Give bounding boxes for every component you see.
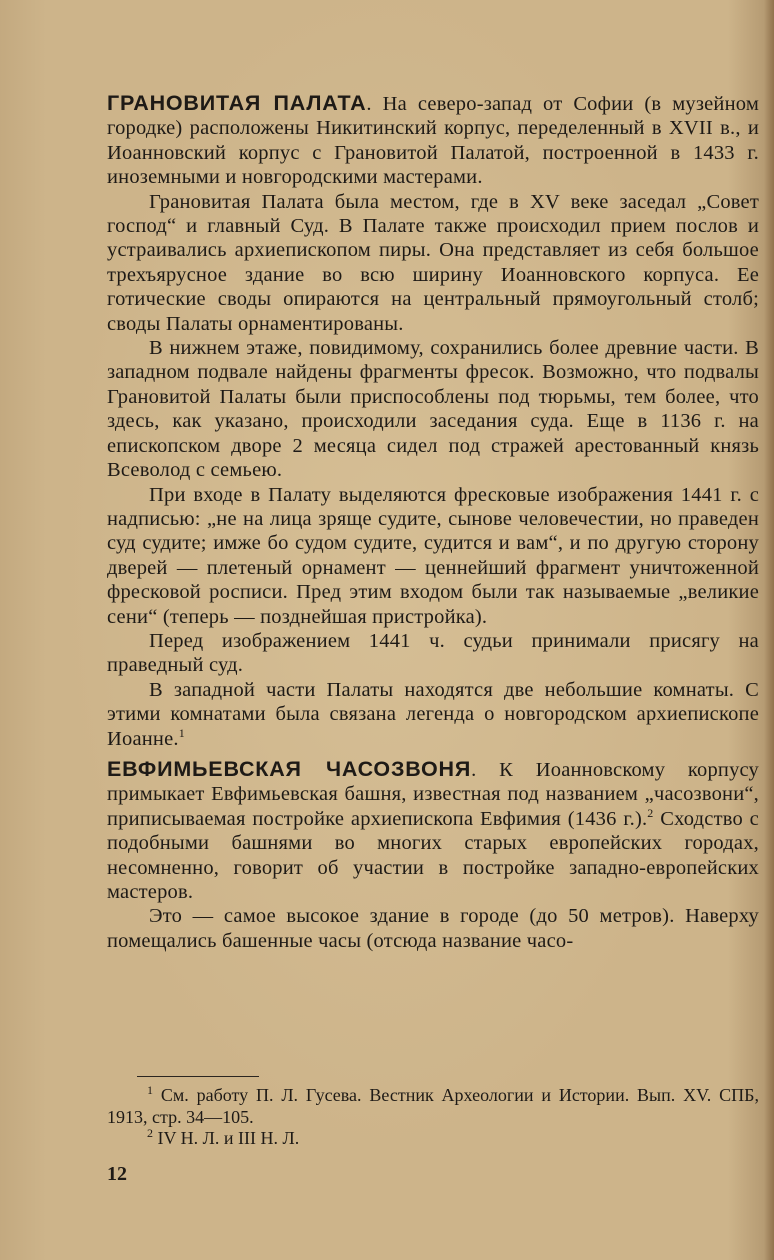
- page-edge-shadow: [764, 0, 774, 1260]
- paragraph-6: [107, 678, 759, 751]
- paragraph-5: Перед изображением 1441 ч. судьи принимали присягу на праведный суд.: [107, 629, 759, 677]
- section-heading-granovitaya: ГРАНОВИТАЯ ПАЛАТА: [107, 91, 367, 115]
- footnotes: [107, 1076, 759, 1150]
- footnote-2: [107, 1128, 759, 1150]
- footnote-ref-1: 1: [178, 725, 185, 740]
- page-number: 12: [107, 1163, 127, 1185]
- paragraph-4: При входе в Палату выделяются фресковые изображения 1441 г. с надписью: „не на лица зряще судите, сынове человечестии, но праведен суд судите; имже бо судом судите, судится и вам“, и по другую сторону дверей — плетеный орнамент — ценнейший фрагмент уничтоженной фресковой росписи. Пред этим входом были так называемые „великие сени“ (теперь — позднейшая пристройка).: [107, 483, 759, 628]
- footnote-2-mark: 2: [147, 1126, 153, 1140]
- footnote-1-mark: 1: [147, 1083, 153, 1097]
- paragraph-1: [107, 91, 759, 190]
- paragraph-8: Это — самое высокое здание в городе (до 50 метров). Наверху помещались башенные часы (отсюда название часо-: [107, 905, 759, 952]
- footnote-divider: [137, 1076, 259, 1077]
- paragraph-7-text-a: . К Иоанновскому корпусу примыкает Евфимьевская башня, известная под названием „часозвони“, приписываемая постройке архиепископа Евфимия (1436 г.).: [107, 758, 759, 830]
- paragraph-1-text: . На северо-запад от Софии (в музейном городке) расположены Никитинский корпус, переделенный в XVII в., и Иоанновский корпус с Грановитой Палатой, построенной в 1433 г. иноземными и новгородскими мастерами.: [107, 93, 759, 189]
- paragraph-7-text-b: Сходство с подобными башнями во многих старых европейских городах, несомненно, говорит об участии в постройке западно-европейских мастеров.: [107, 807, 759, 903]
- footnote-1: [107, 1085, 759, 1128]
- footnote-ref-2: 2: [647, 805, 654, 820]
- paragraph-3: В нижнем этаже, повидимому, сохранились более древние части. В западном подвале найдены фрагменты фресок. Возможно, что подвалы Грановитой Палаты были приспособлены под тюрьмы, тем более, что здесь, как указано, происходили заседания суда. Еще в 1136 г. на епископском дворе 2 месяца сидел под стражей арестованный князь Всеволод с семьею.: [107, 337, 759, 482]
- main-text: [107, 91, 759, 953]
- footnote-1-text: См. работу П. Л. Гусева. Вестник Археологии и Истории. Вып. XV. СПБ, 1913, стр. 34—105.: [107, 1085, 759, 1127]
- paragraph-7: [107, 757, 759, 904]
- paragraph-2: Грановитая Палата была местом, где в XV веке заседал „Совет господ“ и главный Суд. В Палате также происходил прием послов и устраивались архиепископом пиры. Она представляет из себя большое трехъярусное здание во всю ширину Иоанновского корпуса. Ее готические своды опираются на центральный прямоугольный столб; своды Палаты орнаментированы.: [107, 190, 759, 335]
- paragraph-6-text: В западной части Палаты находятся две небольшие комнаты. С этими комнатами была связана легенда о новгородском архиепископе Иоанне.: [107, 678, 759, 750]
- section-heading-chasozvonya: ЕВФИМЬЕВСКАЯ ЧАСОЗВОНЯ: [107, 756, 472, 781]
- footnote-2-text: IV Н. Л. и III Н. Л.: [153, 1128, 300, 1148]
